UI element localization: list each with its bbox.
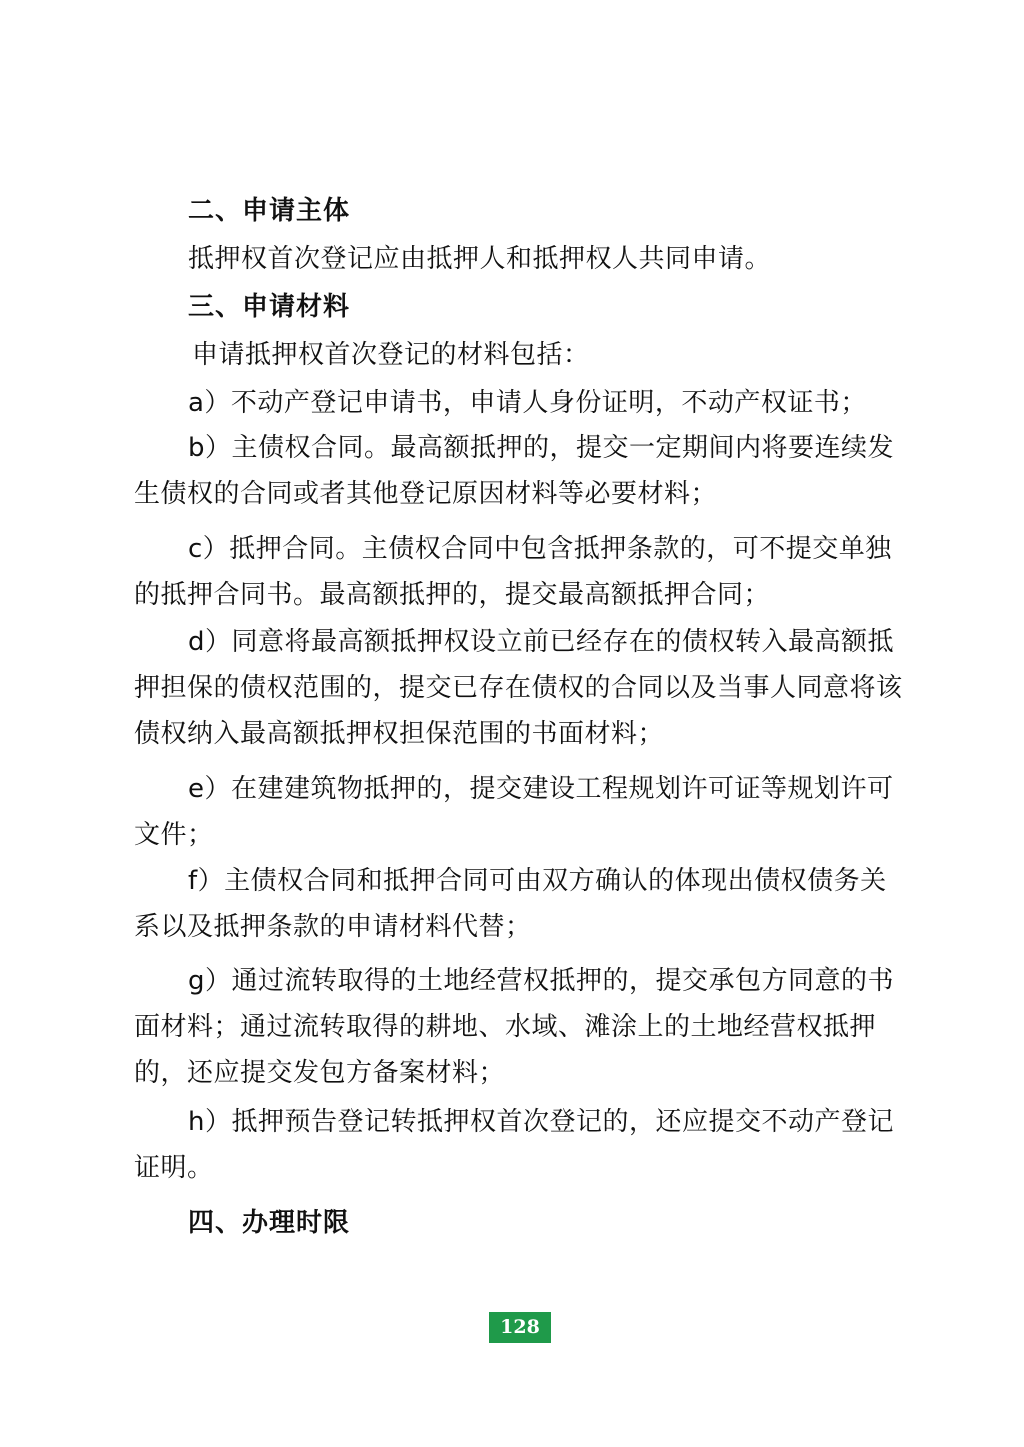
list-item-g: g）通过流转取得的土地经营权抵押的，提交承包方同意的书面材料；通过流转取得的耕地、水域、滩涂上的土地经营权抵押的，还应提交发包方备案材料； <box>134 966 895 1088</box>
list-item-f: f）主债权合同和抵押合同可由双方确认的体现出债权债务关系以及抵押条款的申请材料代替； <box>134 866 887 942</box>
list-item-c: c）抵押合同。主债权合同中包含抵押条款的，可不提交单独的抵押合同书。最高额抵押的，提交最高额抵押合同； <box>134 534 892 610</box>
section-heading-time-limit: 四、办理时限 <box>188 1208 351 1238</box>
paragraph-materials-intro: 申请抵押权首次登记的材料包括： <box>192 340 590 370</box>
paragraph-applicant: 抵押权首次登记应由抵押人和抵押权人共同申请。 <box>188 244 772 274</box>
list-item-h: h）抵押预告登记转抵押权首次登记的，还应提交不动产登记证明。 <box>134 1107 894 1183</box>
section-heading-materials: 三、申请材料 <box>188 292 351 322</box>
list-item-d: d）同意将最高额抵押权设立前已经存在的债权转入最高额抵押担保的债权范围的，提交已存在债权的合同以及当事人同意将该债权纳入最高额抵押权担保范围的书面材料； <box>134 627 903 749</box>
list-item-a: a）不动产登记申请书，申请人身份证明，不动产权证书； <box>188 388 867 418</box>
page-number-badge: 128 <box>489 1312 551 1343</box>
list-item-e: e）在建建筑物抵押的，提交建设工程规划许可证等规划许可文件； <box>134 774 894 850</box>
list-item-b: b）主债权合同。最高额抵押的，提交一定期间内将要连续发生债权的合同或者其他登记原因材料等必要材料； <box>134 433 895 509</box>
section-heading-applicant: 二、申请主体 <box>188 196 351 226</box>
